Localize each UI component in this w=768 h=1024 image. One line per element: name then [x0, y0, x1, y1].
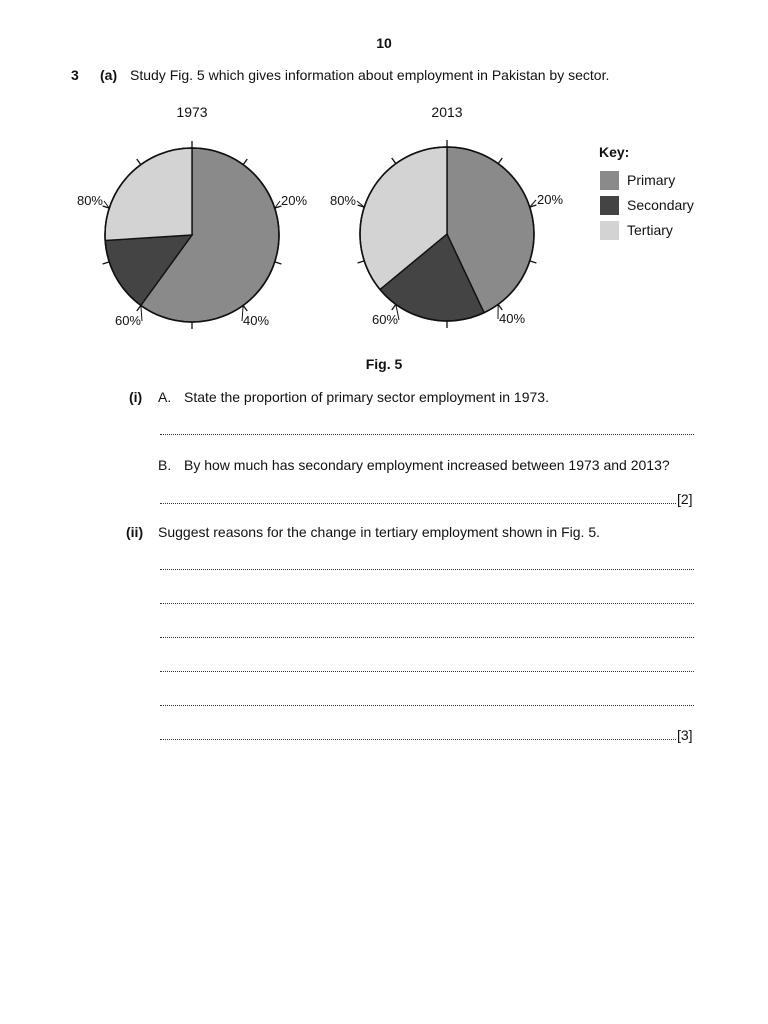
- key-swatch-secondary: [600, 196, 619, 215]
- pie-2013-tick: [498, 304, 502, 310]
- key-title: Key:: [599, 144, 630, 160]
- figure-caption: Fig. 5: [365, 356, 403, 372]
- answer-line-ii-2[interactable]: [160, 603, 694, 604]
- subquestion-i-A-letter: A.: [158, 389, 172, 405]
- answer-line-ii-5[interactable]: [160, 705, 694, 706]
- answer-line-ii-6[interactable]: [160, 739, 676, 740]
- pie-2013-scale-label: 60%: [371, 312, 398, 327]
- subquestion-i-number: (i): [129, 389, 143, 405]
- pie-1973-tick: [243, 159, 247, 165]
- pie-2013-tick: [530, 261, 537, 263]
- key-item-primary: [600, 170, 675, 190]
- page-number: 10: [376, 35, 392, 51]
- key-item-secondary: [600, 195, 694, 215]
- key-item-tertiary: [600, 220, 673, 240]
- answer-line-i-B[interactable]: [160, 503, 676, 504]
- pie-2013-scale-label: 40%: [499, 311, 526, 326]
- question-part: (a): [100, 67, 118, 83]
- pie-1973-tick: [137, 159, 141, 165]
- pie-1973-scale-label: 60%: [114, 313, 141, 328]
- key-label-secondary: Secondary: [627, 197, 694, 213]
- pie-1973-tick: [137, 305, 141, 311]
- pie-2013-tick: [498, 158, 502, 164]
- pie-2013-tick: [358, 261, 365, 263]
- pie-2013-tick: [392, 304, 396, 310]
- subquestion-i-B-text: By how much has secondary employment increased between 1973 and 2013?: [184, 457, 670, 473]
- pie-2013-scale-label: 20%: [537, 192, 564, 207]
- pie-1973-scale-leader: [141, 305, 142, 321]
- pie-2013-scale-label: 80%: [329, 193, 356, 208]
- answer-line-ii-3[interactable]: [160, 637, 694, 638]
- subquestion-i-A-text: State the proportion of primary sector employment in 1973.: [184, 389, 549, 405]
- answer-line-ii-1[interactable]: [160, 569, 694, 570]
- subquestion-i-B-letter: B.: [158, 457, 172, 473]
- pie-1973-tick: [243, 305, 247, 311]
- pie-1973-tick: [275, 262, 282, 264]
- pie-1973-tick: [103, 262, 110, 264]
- key-label-primary: Primary: [627, 172, 676, 188]
- key-swatch-tertiary: [600, 221, 619, 240]
- pie-2013-title: 2013: [431, 104, 463, 120]
- key-label-tertiary: Tertiary: [627, 222, 673, 238]
- marks-ii: [3]: [677, 727, 693, 743]
- question-number: 3: [71, 67, 79, 83]
- answer-line-i-A[interactable]: [160, 434, 694, 435]
- key-swatch-primary: [600, 171, 619, 190]
- question-intro: Study Fig. 5 which gives information about employment in Pakistan by sector.: [130, 67, 610, 83]
- subquestion-ii-text: Suggest reasons for the change in tertiary employment shown in Fig. 5.: [158, 524, 601, 540]
- marks-i: [2]: [677, 491, 693, 507]
- pie-1973-scale-label: 40%: [243, 313, 270, 328]
- pie-1973-title: 1973: [176, 104, 208, 120]
- pie-1973-scale-label: 20%: [281, 193, 308, 208]
- pie-1973-scale-label: 80%: [76, 193, 103, 208]
- answer-line-ii-4[interactable]: [160, 671, 694, 672]
- pie-1973-slice-tertiary: [105, 148, 192, 240]
- subquestion-ii-number: (ii): [126, 524, 144, 540]
- pie-2013-tick: [392, 158, 396, 164]
